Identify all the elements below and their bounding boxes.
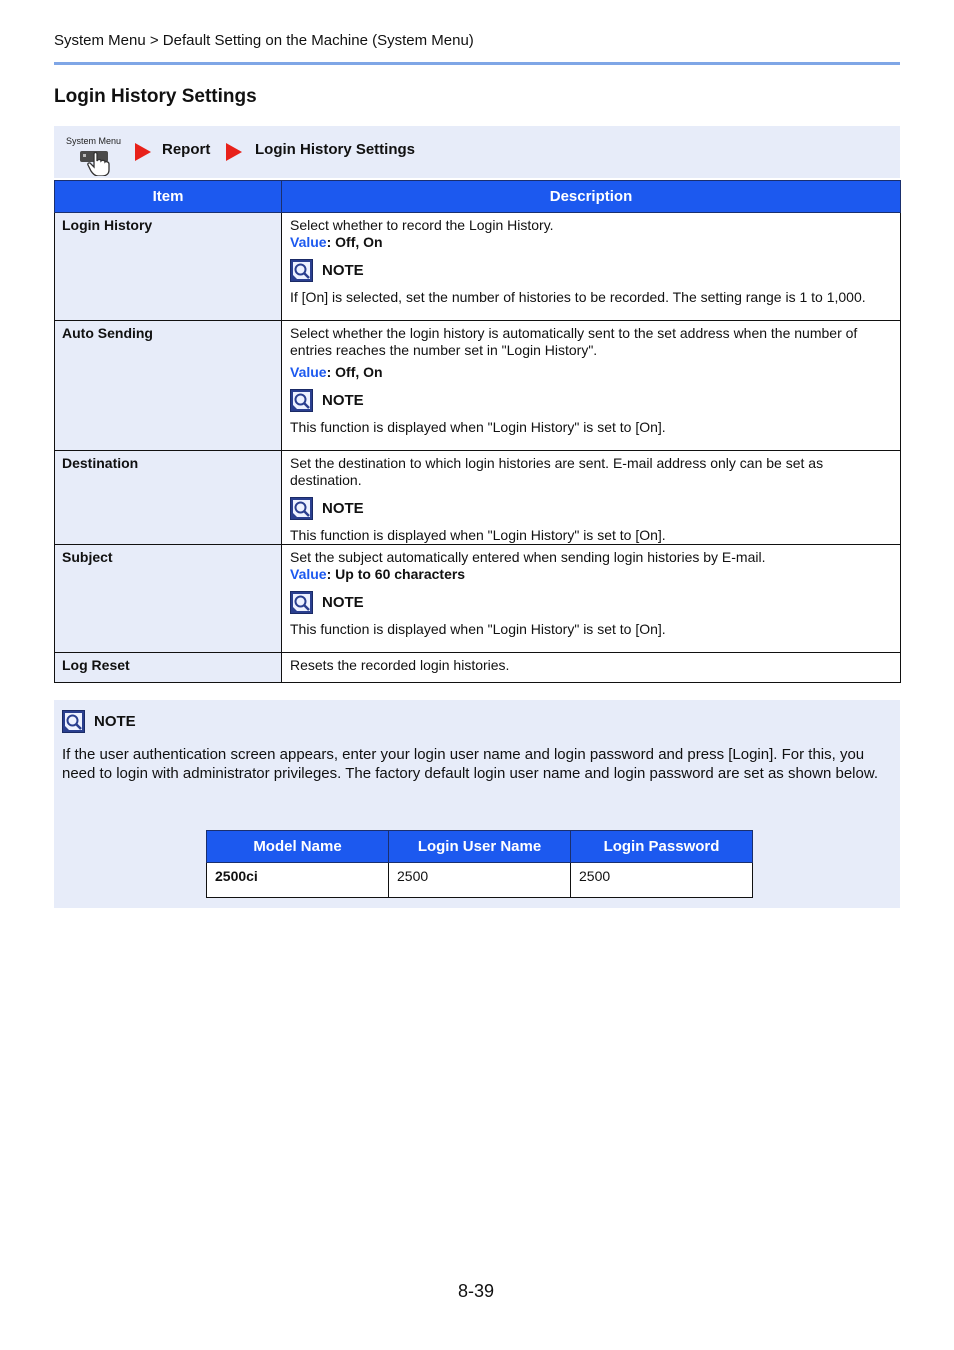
model-name-cell: 2500ci	[207, 863, 389, 898]
note-heading	[290, 257, 892, 283]
item-name: Subject	[55, 545, 282, 653]
note-icon	[290, 591, 313, 614]
item-description	[282, 451, 901, 545]
note-title: NOTE	[322, 593, 364, 611]
navigation-path	[54, 126, 900, 178]
column-header-item: Item	[55, 181, 282, 213]
item-description	[282, 545, 901, 653]
note-icon	[62, 710, 85, 733]
value-line	[290, 566, 892, 583]
table-row	[55, 213, 901, 321]
item-description	[282, 321, 901, 451]
value-label: Value	[290, 234, 327, 250]
value-line	[290, 364, 892, 381]
item-description	[282, 653, 901, 683]
header-divider	[54, 62, 900, 65]
note-heading	[62, 710, 136, 733]
path-arrow-icon	[226, 143, 242, 161]
description-text: Select whether to record the Login History.	[290, 217, 554, 233]
path-step-report: Report	[162, 141, 211, 158]
note-text: This function is displayed when "Login History" is set to [On].	[290, 621, 666, 637]
note-icon	[290, 497, 313, 520]
default-login-table	[206, 830, 753, 898]
value-line	[290, 234, 892, 251]
note-title: NOTE	[94, 713, 136, 730]
login-user-name-cell: 2500	[389, 863, 571, 898]
settings-table	[54, 180, 901, 683]
table-row	[55, 451, 901, 545]
value-text: : Off, On	[326, 364, 383, 380]
value-label: Value	[290, 364, 327, 380]
note-icon	[290, 259, 313, 282]
table-row	[207, 863, 753, 898]
description-text: Set the subject automatically entered when sending login histories by E-mail.	[290, 549, 766, 565]
item-name: Log Reset	[55, 653, 282, 683]
note-text: If the user authentication screen appears, enter your login user name and login password and press [Login]. For this, you need to login with administrator privileges. The factory default login user name and login password are set as shown below.	[62, 746, 879, 782]
note-text: If [On] is selected, set the number of histories to be recorded. The setting range is 1 to 1,000.	[290, 289, 866, 305]
item-name: Login History	[55, 213, 282, 321]
note-title: NOTE	[322, 261, 364, 279]
column-header-login-user-name: Login User Name	[389, 831, 571, 863]
path-step-login-history-settings: Login History Settings	[255, 141, 416, 158]
value-text: : Off, On	[326, 234, 383, 250]
description-text: Select whether the login history is automatically sent to the set address when the number of entries reaches the number set in "Login History".	[290, 325, 858, 358]
item-name: Destination	[55, 451, 282, 545]
table-row	[55, 653, 901, 683]
page-number: 8-39	[458, 1281, 495, 1301]
note-text: This function is displayed when "Login History" is set to [On].	[290, 527, 666, 543]
note-heading	[290, 495, 892, 521]
section-title: Login History Settings	[54, 86, 257, 107]
note-icon	[290, 389, 313, 412]
table-row	[55, 545, 901, 653]
note-title: NOTE	[322, 499, 364, 517]
note-heading	[290, 387, 892, 413]
note-title: NOTE	[322, 391, 364, 409]
breadcrumb: System Menu > Default Setting on the Machine (System Menu)	[54, 32, 474, 49]
system-menu-key-icon	[64, 134, 126, 176]
column-header-model-name: Model Name	[207, 831, 389, 863]
value-text: : Up to 60 characters	[326, 566, 466, 582]
description-text: Resets the recorded login histories.	[290, 657, 510, 673]
item-description	[282, 213, 901, 321]
value-label: Value	[290, 566, 327, 582]
description-text: Set the destination to which login histories are sent. E-mail address only can be set as destination.	[290, 455, 824, 488]
login-password-cell: 2500	[571, 863, 753, 898]
path-arrow-icon	[135, 143, 151, 161]
system-menu-key-label: System Menu	[66, 136, 122, 146]
note-heading	[290, 589, 892, 615]
table-row	[55, 321, 901, 451]
column-header-description: Description	[282, 181, 901, 213]
note-panel	[54, 700, 900, 908]
column-header-login-password: Login Password	[571, 831, 753, 863]
item-name: Auto Sending	[55, 321, 282, 451]
note-text: This function is displayed when "Login History" is set to [On].	[290, 419, 666, 435]
